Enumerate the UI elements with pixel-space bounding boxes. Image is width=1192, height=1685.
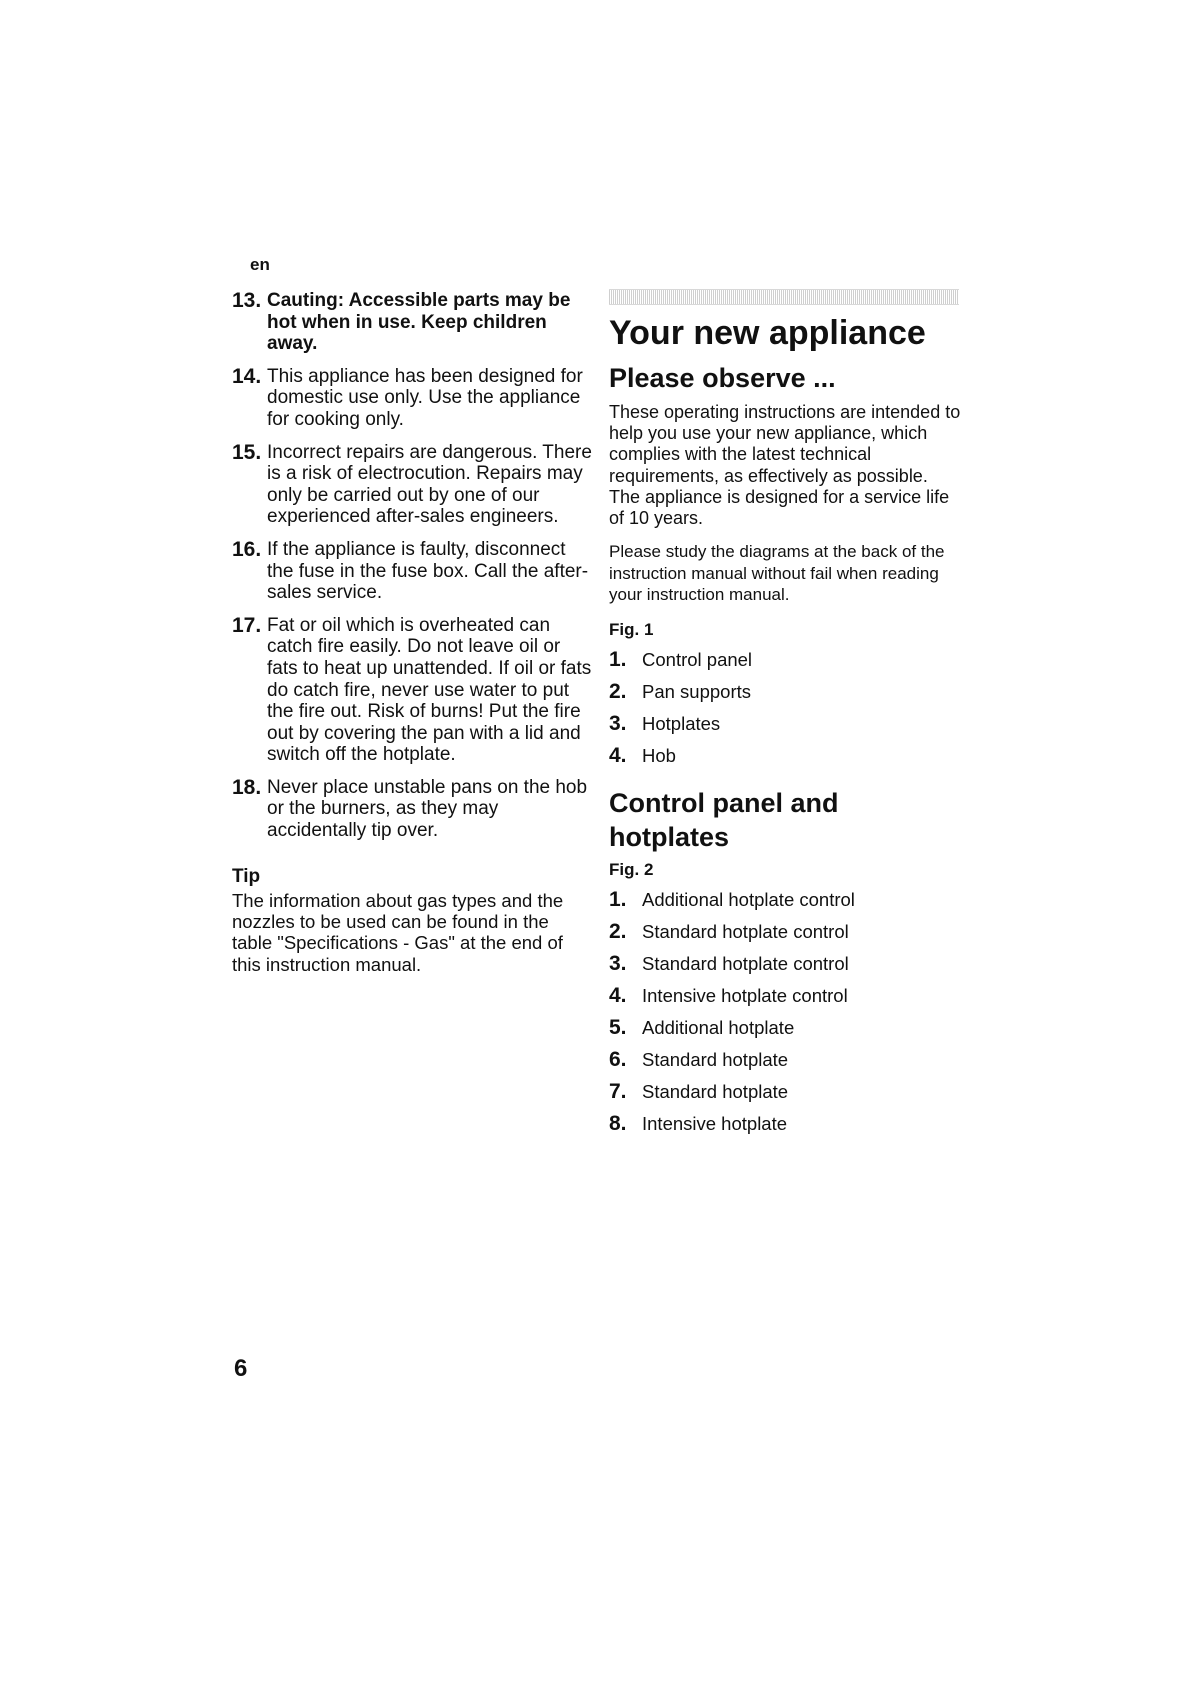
tip-title: Tip [232, 865, 261, 887]
list-number: 5. [609, 1016, 627, 1039]
list-number: 1. [609, 888, 627, 911]
item-text: Fat or oil which is overheated can catch fire easily. Do not leave oil or fats to heat up unattended. If oil or fats do catch fire, never use water to put the fire out. Risk of burns! Put the fire out by covering the pan with a lid and switch off the hotplate. [267, 614, 592, 766]
list-number: 7. [609, 1080, 627, 1103]
list-text: Standard hotplate control [642, 953, 849, 974]
list-item [609, 980, 961, 1012]
fig1-list [609, 644, 961, 772]
safety-item [232, 290, 592, 355]
list-item [609, 644, 961, 676]
section-subtitle: Please observe ... [609, 363, 836, 393]
item-number: 17. [232, 613, 262, 637]
list-item [609, 1012, 961, 1044]
item-number: 13. [232, 289, 262, 312]
safety-item [232, 442, 592, 528]
intro-paragraph: These operating instructions are intended to help you use your new appliance, which complies with the latest technical requirements, as effectively as possible. The appliance is designed for a service life of 10 years. [609, 402, 961, 529]
item-text: Cauting: Accessible parts may be hot when in use. Keep children away. [267, 290, 571, 355]
list-text: Control panel [642, 649, 753, 670]
list-text: Standard hotplate [642, 1081, 789, 1102]
list-number: 4. [609, 984, 627, 1007]
list-number: 3. [609, 712, 627, 735]
appliance-info-column [609, 289, 961, 1140]
list-text: Standard hotplate [642, 1049, 789, 1070]
list-number: 1. [609, 648, 627, 671]
item-text: Never place unstable pans on the hob or the burners, as they may accidentally tip over. [267, 776, 588, 842]
item-number: 15. [232, 440, 262, 464]
list-text: Additional hotplate [642, 1017, 795, 1038]
list-item [609, 1076, 961, 1108]
list-item [609, 708, 961, 740]
section-title: Your new appliance [609, 314, 926, 352]
list-text: Intensive hotplate control [642, 985, 848, 1006]
study-note: Please study the diagrams at the back of the instruction manual without fail when reading your instruction manual. [609, 542, 945, 605]
safety-instructions-column [232, 290, 592, 975]
item-number: 14. [232, 364, 262, 388]
section-header-bar [609, 289, 959, 305]
item-text: This appliance has been designed for domestic use only. Use the appliance for cooking only. [267, 365, 583, 430]
item-number: 18. [232, 775, 262, 799]
safety-item [232, 539, 592, 604]
list-text: Hotplates [642, 713, 721, 734]
list-text: Standard hotplate control [642, 921, 849, 942]
tip-text: The information about gas types and the nozzles to be used can be found in the table "Specifications - Gas" at the end of this instruction manual. [232, 889, 564, 975]
fig2-label: Fig. 2 [609, 860, 654, 879]
list-number: 2. [609, 680, 627, 703]
list-text: Intensive hotplate [642, 1113, 788, 1134]
list-text: Pan supports [642, 681, 752, 702]
page-number: 6 [234, 1355, 248, 1382]
safety-item [232, 777, 592, 842]
list-text: Additional hotplate control [642, 889, 855, 910]
list-number: 6. [609, 1048, 627, 1071]
safety-item [232, 366, 592, 431]
list-number: 2. [609, 920, 627, 943]
fig2-list [609, 884, 961, 1140]
list-number: 8. [609, 1112, 627, 1135]
fig1-label: Fig. 1 [609, 620, 654, 639]
item-text: Incorrect repairs are dangerous. There is a risk of electrocution. Repairs may only be carried out by one of our experienced after-sales engineers. [267, 441, 592, 528]
list-item [609, 1044, 961, 1076]
list-text: Hob [642, 745, 676, 766]
list-item [609, 916, 961, 948]
list-item [609, 948, 961, 980]
section2-title: Control panel and hotplates [609, 788, 839, 852]
safety-item [232, 615, 592, 766]
list-item [609, 1108, 961, 1140]
list-number: 4. [609, 744, 627, 767]
list-number: 3. [609, 952, 627, 975]
list-item [609, 676, 961, 708]
item-number: 16. [232, 537, 262, 561]
list-item [609, 884, 961, 916]
list-item [609, 740, 961, 772]
item-text: If the appliance is faulty, disconnect the fuse in the fuse box. Call the after-sales service. [267, 538, 589, 604]
language-code: en [250, 255, 270, 274]
